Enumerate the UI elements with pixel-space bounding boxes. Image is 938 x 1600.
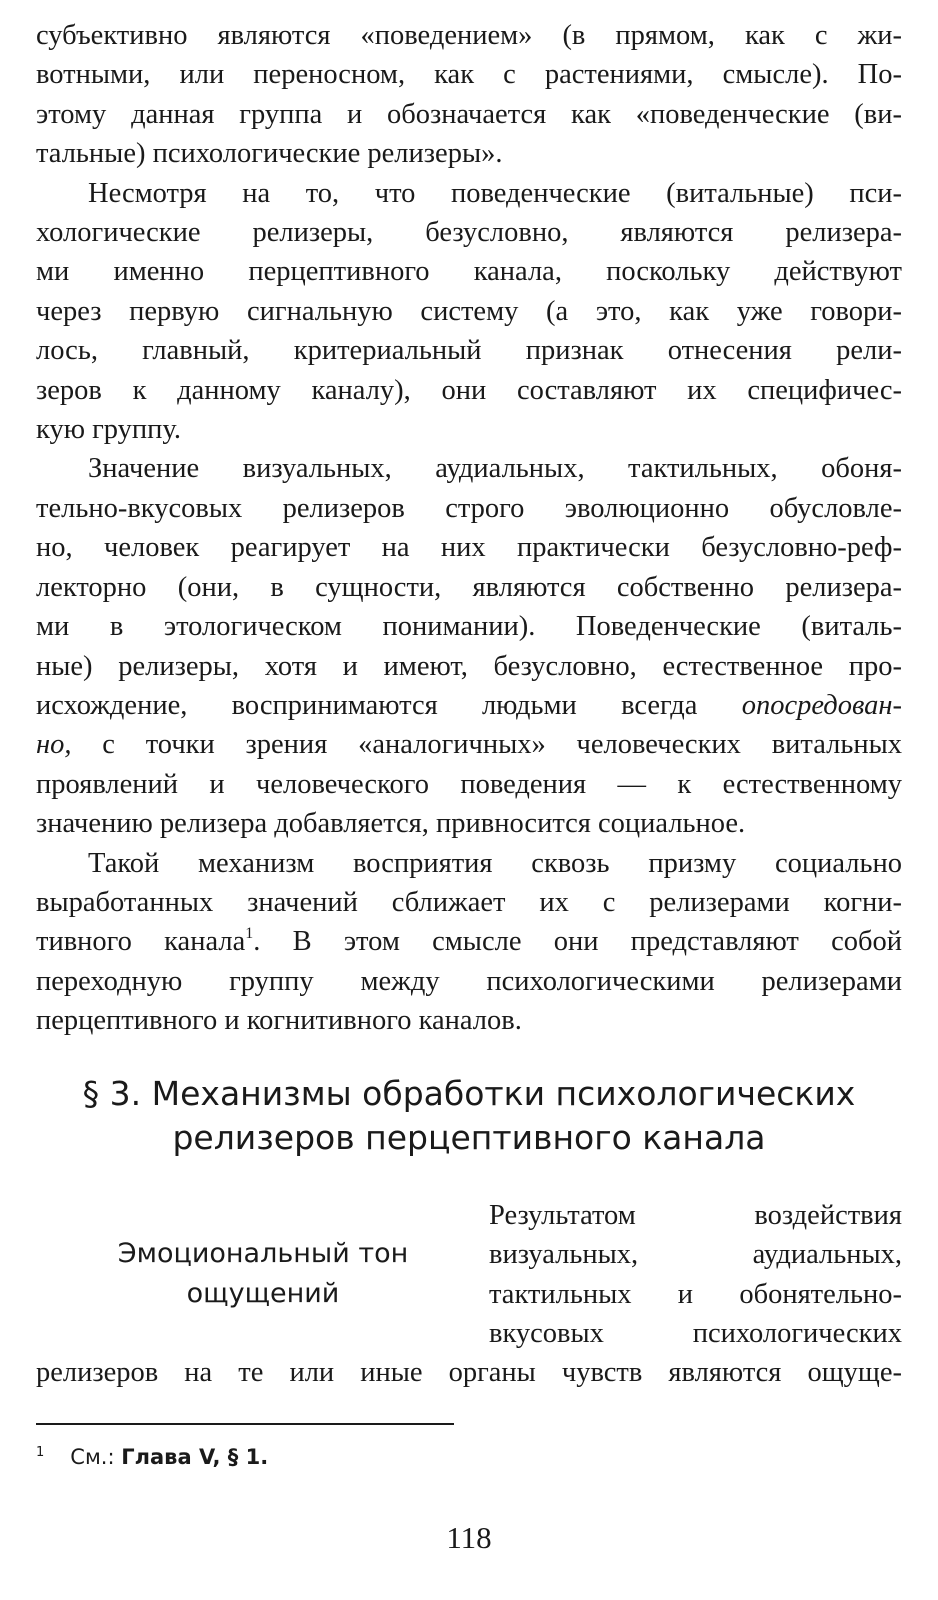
text-line xyxy=(36,922,902,961)
text-line: этому данная группа и обозначается как «поведенческие (ви- xyxy=(36,98,902,130)
footnote-marker: 1 xyxy=(245,924,254,942)
body-text xyxy=(36,16,902,1041)
text-line: субъективно являются «поведением» (в прямом, как с жи- xyxy=(36,20,902,51)
page-number: 118 xyxy=(446,1520,492,1555)
text-line: хологические релизеры, безусловно, являются релизера- xyxy=(36,217,902,249)
paragraph-1 xyxy=(36,16,902,174)
text-line: перцептивного и когнитивного каналов. xyxy=(36,1005,522,1037)
paragraph-3 xyxy=(36,449,902,843)
paragraph-4 xyxy=(36,844,902,1041)
text-line: тельно-вкусовых релизеров строго эволюционно обусловле- xyxy=(36,492,902,524)
text-line: значению релизера добавляется, привносится социальное. xyxy=(36,808,746,840)
side-heading-line: Эмоциональный тон xyxy=(117,1238,409,1269)
text-line: релизеров на те или иные органы чувств являются ощуще- xyxy=(36,1357,902,1388)
footnote-reference: Глава V, § 1. xyxy=(121,1445,269,1469)
text-line: ные) релизеры, хотя и имеют, безусловно, естественное про- xyxy=(36,650,902,682)
text-line: лось, главный, критериальный признак отнесения рели- xyxy=(36,335,902,367)
section-heading-line: релизеров перцептивного канала xyxy=(172,1118,766,1157)
paragraph-2 xyxy=(36,174,902,450)
text-line: вкусовых психологических xyxy=(489,1318,902,1350)
section-heading-line: § 3. Механизмы обработки психологических xyxy=(82,1074,856,1113)
text-line: визуальных, аудиальных, xyxy=(489,1239,902,1271)
text-line: лекторно (они, в сущности, являются собственно релизера- xyxy=(36,571,902,603)
run-in-text xyxy=(489,1196,902,1354)
section-heading xyxy=(36,1072,902,1160)
footnote-prefix: См.: xyxy=(70,1445,115,1469)
side-heading-line: ощущений xyxy=(186,1278,340,1309)
text-line: проявлений и человеческого поведения — к естественному xyxy=(36,768,902,800)
text-line xyxy=(36,686,902,725)
text-line: ми в этологическом понимании). Поведенческие (виталь- xyxy=(36,611,902,643)
run-in-text-continuation xyxy=(36,1353,902,1392)
footnote-number: 1 xyxy=(36,1445,45,1460)
text-line: переходную группу между психологическими релизерами xyxy=(36,965,902,997)
text-line: через первую сигнальную систему (а это, как уже говори- xyxy=(36,295,902,327)
text-line: зеров к данному каналу), они составляют их специфичес- xyxy=(36,374,902,406)
text-line: выработанных значений сближает их с релизерами когни- xyxy=(36,886,902,918)
text-line: кую группу. xyxy=(36,414,181,446)
text-line: но, человек реагирует на них практически безусловно-реф- xyxy=(36,532,902,564)
emphasis-text: опосредован- xyxy=(741,689,903,721)
text-line: тальные) психологические релизеры». xyxy=(36,138,503,170)
text-line: Значение визуальных, аудиальных, тактильных, обоня- xyxy=(88,453,902,485)
text-segment: тивного канала xyxy=(36,926,246,958)
text-segment: с точки зрения «аналогичных» человеческих витальных xyxy=(102,729,902,761)
text-line: тактильных и обонятельно- xyxy=(489,1278,902,1310)
text-line: ми именно перцептивного канала, поскольку действуют xyxy=(36,256,902,288)
text-line: вотными, или переносном, как с растениями, смысле). По- xyxy=(36,59,902,91)
text-line: Несмотря на то, что поведенческие (витальные) пси- xyxy=(88,177,902,209)
emphasis-text: но, xyxy=(36,729,72,761)
text-segment: . В этом смысле они представляют собой xyxy=(253,926,902,958)
text-segment: исхождение, воспринимаются людьми всегда xyxy=(36,689,698,721)
side-heading xyxy=(58,1234,468,1314)
text-line: Результатом воздействия xyxy=(489,1200,902,1231)
footnote xyxy=(36,1443,268,1475)
footnote-divider xyxy=(36,1423,454,1425)
text-line xyxy=(36,725,902,764)
text-line: Такой механизм восприятия сквозь призму социально xyxy=(88,847,902,879)
